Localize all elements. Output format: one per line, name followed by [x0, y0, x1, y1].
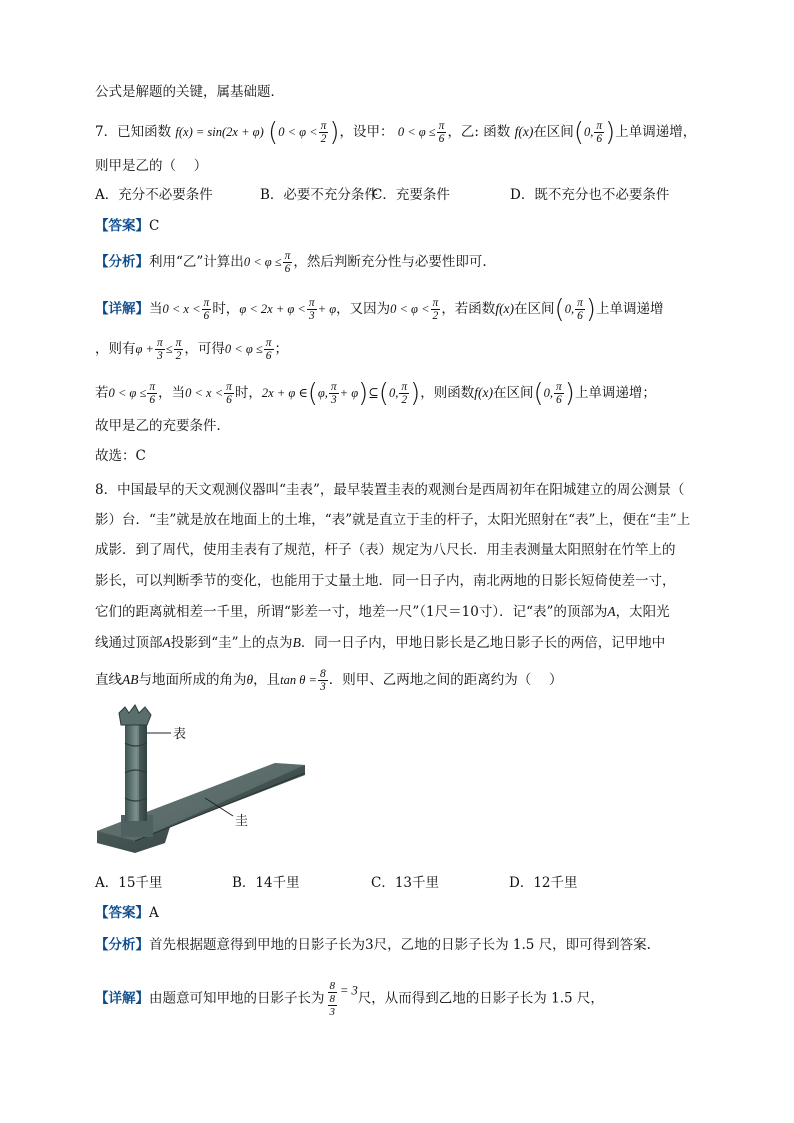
frac-num: π	[556, 381, 562, 393]
paren-open: (	[268, 117, 279, 148]
math: φ +	[135, 342, 154, 356]
frac-den: 3	[156, 350, 163, 362]
q8-text: 它们的距离就相差一千里，所谓“影差一寸，地差一尺”（1尺＝10寸）．记“表”的顶部为	[95, 604, 608, 620]
fraction-pi-6	[594, 120, 604, 145]
math: f(x)	[474, 385, 493, 400]
q8-line3: 成影．到了周代，使用圭表有了规范，杆子（表）规定为八尺长．用圭表测量太阳照射在竹竿上的	[95, 542, 676, 558]
q7-cond-a: 0 < φ <	[278, 125, 318, 139]
math: ⊆	[368, 386, 379, 400]
detail-text: 在区间	[492, 385, 534, 401]
q7-yi: ，乙: 函数	[447, 124, 511, 140]
fraction-pi-6	[437, 120, 447, 145]
frac-num: π	[149, 381, 156, 393]
paren-close: )	[564, 378, 575, 409]
frac-den: 6	[203, 310, 210, 322]
q7-number: 7．	[95, 124, 118, 140]
paren-close: )	[358, 378, 369, 409]
q8-line4: 影长，可以判断季节的变化，也能用于丈量土地．同一日子内，南北两地的日影长短倚使差一寸，	[95, 573, 676, 589]
q8-option-d: D．12千里	[509, 875, 578, 891]
label-biao: 表	[173, 727, 187, 742]
frac-den: 2	[320, 133, 327, 145]
answer-tag: 【答案】	[95, 218, 149, 234]
frac-den: 6	[284, 263, 291, 275]
detail-text: 当	[149, 301, 163, 317]
detail-text: ，则函数	[420, 385, 475, 401]
detail-text: ，若函数	[441, 301, 496, 317]
detail-text: ，可得	[184, 341, 225, 357]
math: + φ	[317, 302, 337, 316]
fraction-pi-2	[174, 337, 184, 362]
inner-den: 3	[329, 1006, 335, 1018]
fraction-pi-6	[224, 381, 234, 406]
q7-answer-line	[95, 216, 159, 236]
frac-num: π	[203, 297, 210, 309]
frac-num: π	[330, 381, 337, 393]
q8-line7	[95, 668, 563, 693]
fraction-pi-2	[431, 297, 441, 322]
frac-den: 6	[556, 394, 562, 406]
guibiao-figure	[95, 703, 305, 863]
analysis-text: 首先根据题意得到甲地的日影子长为3尺，乙地的日影子长为 1.5 尺，即可得到答案.	[149, 937, 651, 953]
math: A	[162, 635, 171, 650]
frac-num: 8	[329, 980, 335, 992]
frac-num: 8	[319, 668, 326, 680]
paren-close: )	[585, 294, 596, 325]
frac-den: 6	[438, 133, 445, 145]
detail-text: ；	[274, 341, 288, 357]
math: 0,	[543, 386, 554, 400]
nested-fraction	[326, 980, 340, 1018]
q8-option-b: B．14千里	[232, 875, 300, 891]
frac-num: π	[596, 120, 603, 132]
detail-text: 上单调递增	[596, 301, 664, 317]
frac-den: 6	[596, 133, 603, 145]
frac-num: π	[320, 120, 327, 132]
math: + φ	[339, 386, 359, 400]
math: 0 < φ ≤	[108, 386, 147, 400]
q8-line6	[95, 633, 665, 653]
frac-num: π	[308, 297, 315, 309]
q8-text: 线通过顶部	[95, 635, 163, 651]
math: 0 < φ ≤	[224, 342, 263, 356]
q7-question-text: 则甲是乙的（ ）	[95, 158, 208, 174]
q8-detail-line	[95, 980, 604, 1018]
fraction-pi-6	[202, 297, 212, 322]
analysis-tag: 【分析】	[95, 254, 149, 270]
q7-increasing: 上单调递增，	[615, 124, 697, 140]
guibiao-illustration	[95, 703, 305, 863]
q7-detail-line1	[95, 294, 664, 325]
paren-close: )	[329, 117, 340, 148]
detail-text: ，当	[158, 385, 186, 401]
q8-line5	[95, 602, 670, 622]
math: A	[607, 604, 616, 619]
q7-she-jia: ，设甲：	[339, 124, 394, 140]
fraction-pi-2	[399, 381, 409, 406]
q8-line2: 影）台．“圭”就是放在地面上的土堆，“表”就是直立于圭的杆子，太阳光照射在“表”上，便在“圭”上	[95, 512, 691, 528]
fraction-pi-3	[155, 337, 165, 362]
q7-option-a: A．充分不必要条件	[95, 187, 213, 203]
frac-num: π	[438, 120, 445, 132]
frac-num: π	[226, 381, 232, 393]
fraction-pi-6	[283, 250, 293, 275]
math: B	[292, 635, 301, 650]
fraction-8-3	[318, 668, 328, 693]
math-cond: 0 < φ ≤	[243, 255, 282, 269]
q8-text: 直线	[95, 672, 122, 688]
q8-text: 与地面所成的角为	[138, 672, 247, 688]
frac-den: 3	[330, 394, 337, 406]
q8-text: 投影到“圭”上的点为	[170, 635, 293, 651]
math: φ < 2x + φ <	[239, 302, 306, 316]
frac-num: π	[284, 250, 291, 262]
math: 0,	[564, 302, 575, 316]
detail-tag: 【详解】	[95, 990, 149, 1007]
q7-detail-line5: 故选：C	[95, 448, 146, 464]
frac-num: π	[577, 297, 583, 309]
q8-option-c: C．13千里	[371, 875, 440, 891]
paren-open: (	[533, 378, 544, 409]
frac-den: 2	[175, 350, 182, 362]
detail-text: 上单调递增；	[574, 385, 656, 401]
paren-open: (	[378, 378, 389, 409]
detail-text: ，又因为	[336, 301, 391, 317]
q8-text: ，太阳光	[615, 604, 670, 620]
paren-open: (	[573, 117, 584, 148]
frac-den: 3	[308, 310, 315, 322]
math: θ	[246, 672, 254, 687]
frac-num: π	[432, 297, 439, 309]
frac-num: π	[156, 337, 163, 349]
analysis-text: 利用“乙”计算出	[149, 254, 244, 270]
math: 0 < x <	[185, 386, 224, 400]
label-gui: 圭	[235, 814, 249, 829]
math: 0 < φ <	[390, 302, 430, 316]
q7-detail-line2	[95, 337, 288, 362]
q8-text: ．同一日子内，甲地日影长是乙地日影子长的两倍，记甲地中	[300, 635, 666, 651]
frac-den: 2	[401, 394, 408, 406]
frac-num: π	[401, 381, 408, 393]
zero: 0,	[583, 125, 594, 139]
math: tan θ =	[280, 673, 317, 687]
q7-answer: C	[149, 218, 160, 234]
q7-detail-line4: 故甲是乙的充要条件．	[95, 418, 230, 434]
math: 0 < x <	[162, 302, 201, 316]
detail-text: 若	[95, 385, 109, 401]
analysis-tag: 【分析】	[95, 937, 149, 953]
q7-option-c: C．充要条件	[372, 187, 450, 203]
paren-open: (	[307, 378, 318, 409]
fraction-pi-3	[307, 297, 317, 322]
detail-text: 时，	[234, 385, 262, 401]
q8-text: ．则甲、乙两地之间的距离约为（ ）	[328, 672, 563, 688]
paren-close: )	[605, 117, 616, 148]
detail-tag: 【详解】	[95, 301, 149, 317]
paren-open: (	[554, 294, 565, 325]
frac-den: 6	[226, 394, 232, 406]
frac-den: 6	[577, 310, 583, 322]
math: φ,	[317, 386, 328, 400]
frac-den: 3	[319, 681, 326, 693]
fraction-pi-3	[329, 381, 339, 406]
frac-den: 2	[432, 310, 439, 322]
q7-option-b: B．必要不充分条件	[260, 187, 378, 203]
q7-detail-line3	[95, 378, 656, 409]
frac-den	[326, 993, 340, 1018]
frac-den: 6	[265, 350, 272, 362]
intro-text: 公式是解题的关键，属基础题．	[95, 84, 284, 100]
math: f(x)	[495, 301, 515, 316]
analysis-text: ，然后判断充分性与必要性即可.	[293, 254, 487, 270]
detail-text: ，则有	[95, 341, 136, 357]
intro-line	[95, 82, 284, 102]
q8-answer: A	[149, 905, 159, 921]
math: 0,	[388, 386, 399, 400]
q8-answer-line	[95, 903, 159, 923]
q8-text: ，且	[253, 672, 281, 688]
math: AB	[122, 672, 139, 687]
paren-close: )	[410, 378, 421, 409]
inner-num: 8	[329, 993, 335, 1005]
q7-option-d: D．既不充分也不必要条件	[510, 187, 670, 203]
q7-analysis-line	[95, 250, 487, 275]
detail-text: 时，	[212, 301, 240, 317]
fraction-pi-2	[319, 120, 329, 145]
q8-line1: 8．中国最早的天文观测仪器叫“圭表”，最早装置圭表的观测台是西周初年在阳城建立的周公测景（	[95, 482, 685, 498]
q7-cond-b: 0 < φ ≤	[397, 125, 436, 139]
q7-stem-line1	[95, 117, 697, 148]
q7-fx: f(x)	[514, 124, 534, 139]
detail-text: 在区间	[514, 301, 555, 317]
fraction-pi-6	[575, 297, 585, 322]
frac-num: π	[175, 337, 182, 349]
fraction-pi-6	[554, 381, 564, 406]
math: 2x + φ ∈	[261, 386, 308, 400]
q7-zaiqujian: 在区间	[533, 124, 574, 140]
q8-option-a: A．15千里	[95, 875, 163, 891]
answer-tag: 【答案】	[95, 905, 149, 921]
q7-function: f(x) = sin(2x + φ)	[175, 125, 264, 139]
math: ≤	[165, 342, 173, 356]
frac-num: π	[265, 337, 272, 349]
frac-den: 6	[149, 394, 156, 406]
math: = 3	[340, 983, 358, 998]
fraction-pi-6	[147, 381, 157, 406]
q7-stem-text: 已知函数	[117, 124, 172, 140]
detail-text: 由题意可知甲地的日影子长为	[149, 990, 325, 1007]
detail-text: 尺，从而得到乙地的日影子长为 1.5 尺，	[357, 990, 604, 1007]
fraction-pi-6	[264, 337, 274, 362]
q7-stem-line2	[95, 156, 207, 176]
q8-analysis-line	[95, 935, 651, 955]
